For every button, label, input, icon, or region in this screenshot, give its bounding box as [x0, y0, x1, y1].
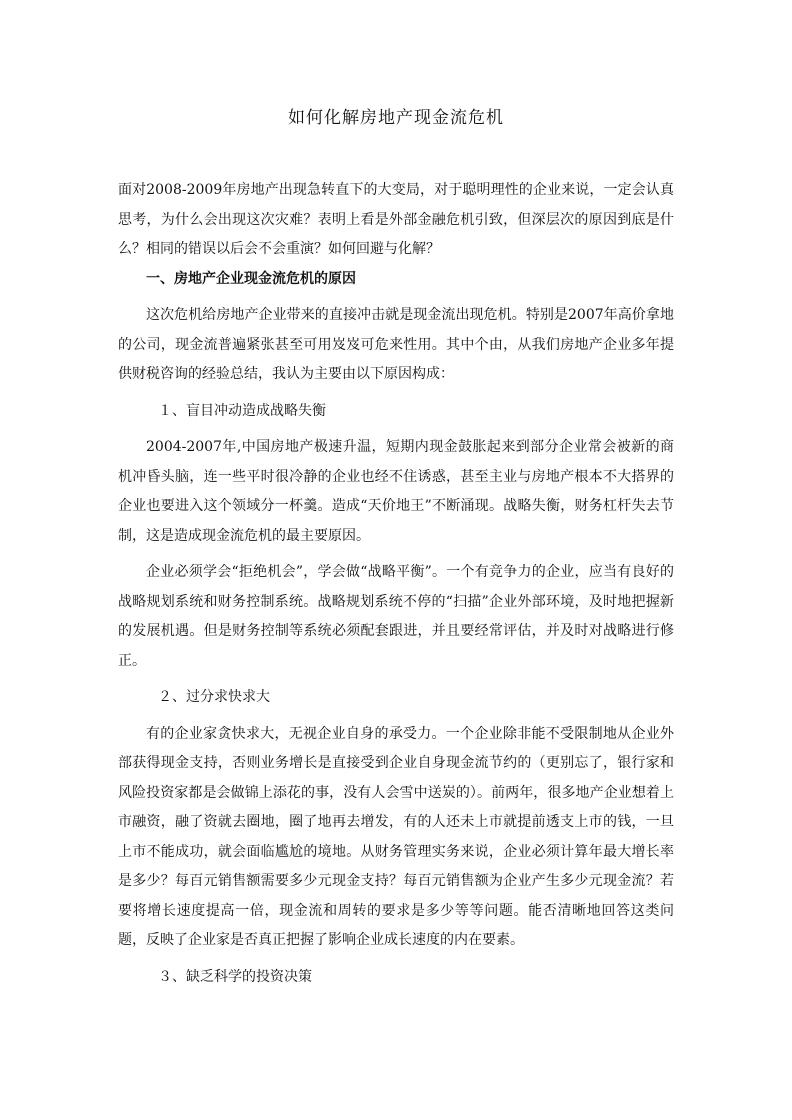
document-body: [118, 176, 674, 992]
page-title: 如何化解房地产现金流危机: [288, 108, 504, 128]
strategy-paragraph-1: 2004-2007年,中国房地产极速升温，短期内现金鼓胀起来到部分企业常会被新的商机冲昏头脑，连一些平时很冷静的企业也经不住诱惑，甚至主业与房地产根本不大搭界的企业也要进入这个领域分一杯羹。造成“天价地王”不断涌现。战略失衡，财务杠杆失去节制，这是造成现金流危机的最主要原因。: [118, 439, 674, 544]
section-heading-causes: 一、房地产企业现金流危机的原因: [146, 270, 356, 287]
section1-paragraph: 这次危机给房地产企业带来的直接冲击就是现金流出现危机。特别是2007年高价拿地的公司，现金流普遍紧张甚至可用岌岌可危来性用。其中个由，从我们房地产企业多年提供财税咨询的经验总结，我认为主要由以下原因构成：: [118, 307, 674, 382]
subheading-strategy-imbalance: １、盲目冲动造成战略失衡: [158, 402, 326, 419]
intro-paragraph: 面对2008-2009年房地产出现急转直下的大变局，对于聪明理性的企业来说，一定会认真思考，为什么会出现这次灾难？表明上看是外部金融危机引致，但深层次的原因到底是什么？相同的错误以后会不会重演？如何回避与化解？: [118, 182, 674, 257]
growth-paragraph: 有的企业家贪快求大，无视企业自身的承受力。一个企业除非能不受限制地从企业外部获得现金支持，否则业务增长是直接受到企业自身现金流节约的（更别忘了，银行家和风险投资家都是会做锦上添花的事，没有人会雪中送炭的）。前两年，很多地产企业想着上市融资，融了资就去圈地，圈了地再去增发，有的人还未上市就提前透支上市的钱，一旦上市不能成功，就会面临尴尬的境地。从财务管理实务来说，企业必须计算年最大增长率是多少？每百元销售额需要多少元现金支持？每百元销售额为企业产生多少元现金流？若要将增长速度提高一倍，现金流和周转的要求是多少等等问题。能否清晰地回答这类问题，反映了企业家是否真正把握了影响企业成长速度的内在要素。: [118, 725, 674, 948]
strategy-paragraph-2: 企业必须学会“拒绝机会”，学会做“战略平衡”。一个有竞争力的企业，应当有良好的战略规划系统和财务控制系统。战略规划系统不停的“扫描”企业外部环境，及时地把握新的发展机遇。但是财务控制等系统必须配套跟进，并且要经常评估，并及时对战略进行修正。: [118, 564, 674, 669]
subheading-investment-decision: ３、缺乏科学的投资决策: [158, 968, 312, 985]
subheading-excessive-growth: ２、过分求快求大: [158, 689, 270, 705]
